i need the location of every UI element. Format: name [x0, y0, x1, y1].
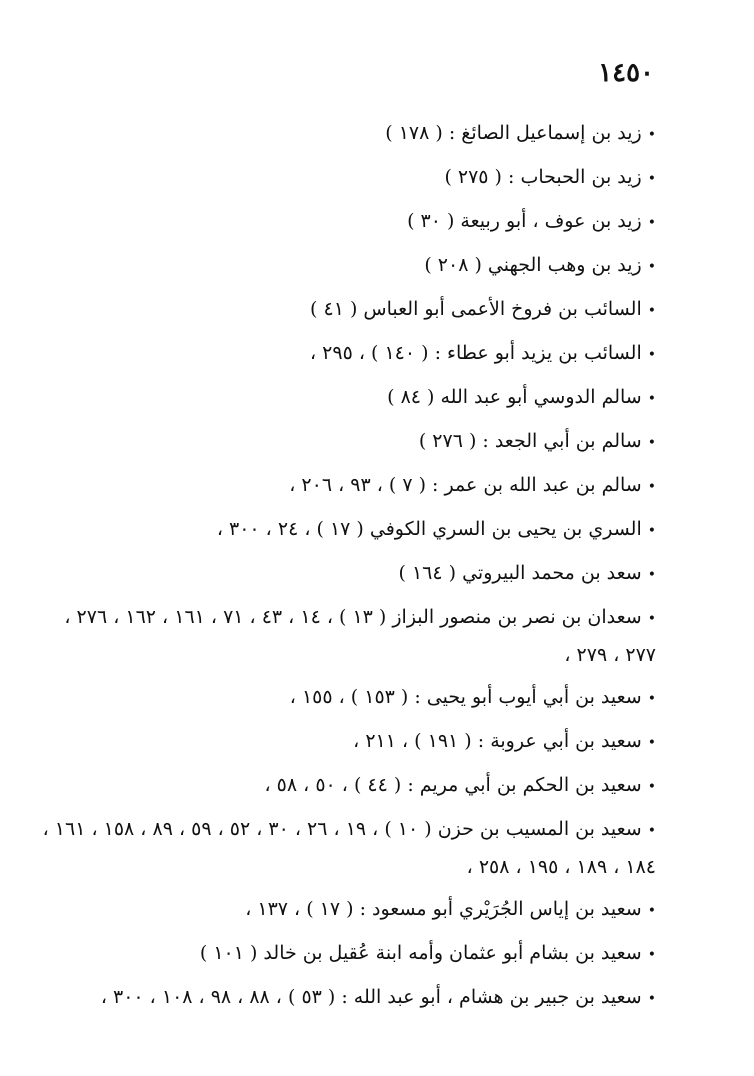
entry-text: زيد بن وهب الجهني ( ٢٠٨ ) [424, 254, 642, 276]
bullet-icon: • [647, 479, 656, 495]
index-entry [36, 420, 656, 464]
index-entry [36, 200, 656, 244]
index-entry [36, 552, 656, 596]
index-entry [36, 288, 656, 332]
page-number: ١٤٥٠ [598, 58, 654, 88]
bullet-icon: • [647, 947, 656, 963]
bullet-icon: • [647, 991, 656, 1007]
bullet-icon: • [647, 259, 656, 275]
index-entry [36, 976, 656, 1020]
entry-text: سالم بن عبد الله بن عمر : ( ٧ ) ، ٩٣ ، ٢٠٦ ، [289, 474, 642, 496]
entry-text: سعيد بن أبي عروبة : ( ١٩١ ) ، ٢١١ ، [353, 730, 642, 752]
index-entry [36, 244, 656, 288]
index-entry [36, 464, 656, 508]
index-entry [36, 720, 656, 764]
index-entry [36, 508, 656, 552]
index-entry [36, 888, 656, 932]
entry-text: سالم بن أبي الجعد : ( ٢٧٦ ) [418, 430, 642, 452]
bullet-icon: • [647, 779, 656, 795]
index-entry [36, 156, 656, 200]
index-entry [36, 332, 656, 376]
entry-text: السائب بن فروخ الأعمى أبو العباس ( ٤١ ) [310, 298, 642, 320]
name-index-list [36, 112, 656, 1020]
entry-text: زيد بن الحبحاب : ( ٢٧٥ ) [444, 166, 642, 188]
bullet-icon: • [647, 523, 656, 539]
index-entry [36, 676, 656, 720]
index-entry [36, 932, 656, 976]
bullet-icon: • [647, 215, 656, 231]
index-entry [36, 811, 656, 885]
entry-text: سعيد بن بشام أبو عثمان وأمه ابنة عُقيل بن خالد ( ١٠١ ) [199, 942, 642, 964]
bullet-icon: • [647, 303, 656, 319]
bullet-icon: • [647, 127, 656, 143]
entry-text: السري بن يحيى بن السري الكوفي ( ١٧ ) ، ٢٤ ، ٣٠٠ ، [216, 518, 642, 540]
entry-text: سعد بن محمد البيروتي ( ١٦٤ ) [398, 562, 642, 584]
entry-text: سعدان بن نصر بن منصور البزاز ( ١٣ ) ، ١٤ ، ٤٣ ، ٧١ ، ١٦١ ، ١٦٢ ، ٢٧٦ ، ٢٧٧ ، ٢٧٩ ، [64, 606, 656, 666]
entry-text: سالم الدوسي أبو عبد الله ( ٨٤ ) [387, 386, 642, 408]
bullet-icon: • [647, 347, 656, 363]
bullet-icon: • [647, 903, 656, 919]
bullet-icon: • [647, 823, 656, 839]
entry-text: سعيد بن جبير بن هشام ، أبو عبد الله : ( ٥٣ ) ، ٨٨ ، ٩٨ ، ١٠٨ ، ٣٠٠ ، [100, 986, 642, 1008]
entry-text: سعيد بن المسيب بن حزن ( ١٠ ) ، ١٩ ، ٢٦ ، ٣٠ ، ٥٢ ، ٥٩ ، ٨٩ ، ١٥٨ ، ١٦١ ، ١٨٤ ، ١٨٩ ، ١٩٥ ، ٢٥٨ ، [42, 818, 656, 878]
entry-text: زيد بن عوف ، أبو ربيعة ( ٣٠ ) [407, 210, 642, 232]
bullet-icon: • [647, 567, 656, 583]
index-entry [36, 599, 656, 673]
bullet-icon: • [647, 691, 656, 707]
index-entry [36, 764, 656, 808]
bullet-icon: • [647, 171, 656, 187]
bullet-icon: • [647, 735, 656, 751]
entry-text: السائب بن يزيد أبو عطاء : ( ١٤٠ ) ، ٢٩٥ ، [309, 342, 642, 364]
entry-text: سعيد بن أبي أيوب أبو يحيى : ( ١٥٣ ) ، ١٥٥ ، [289, 686, 642, 708]
entry-text: سعيد بن الحكم بن أبي مريم : ( ٤٤ ) ، ٥٠ ، ٥٨ ، [264, 774, 642, 796]
index-entry [36, 112, 656, 156]
entry-text: سعيد بن إياس الجُرَيْري أبو مسعود : ( ١٧ ) ، ١٣٧ ، [245, 898, 642, 920]
index-entry [36, 376, 656, 420]
bullet-icon: • [647, 611, 656, 627]
entry-text: زيد بن إسماعيل الصائغ : ( ١٧٨ ) [385, 122, 642, 144]
bullet-icon: • [647, 391, 656, 407]
bullet-icon: • [647, 435, 656, 451]
